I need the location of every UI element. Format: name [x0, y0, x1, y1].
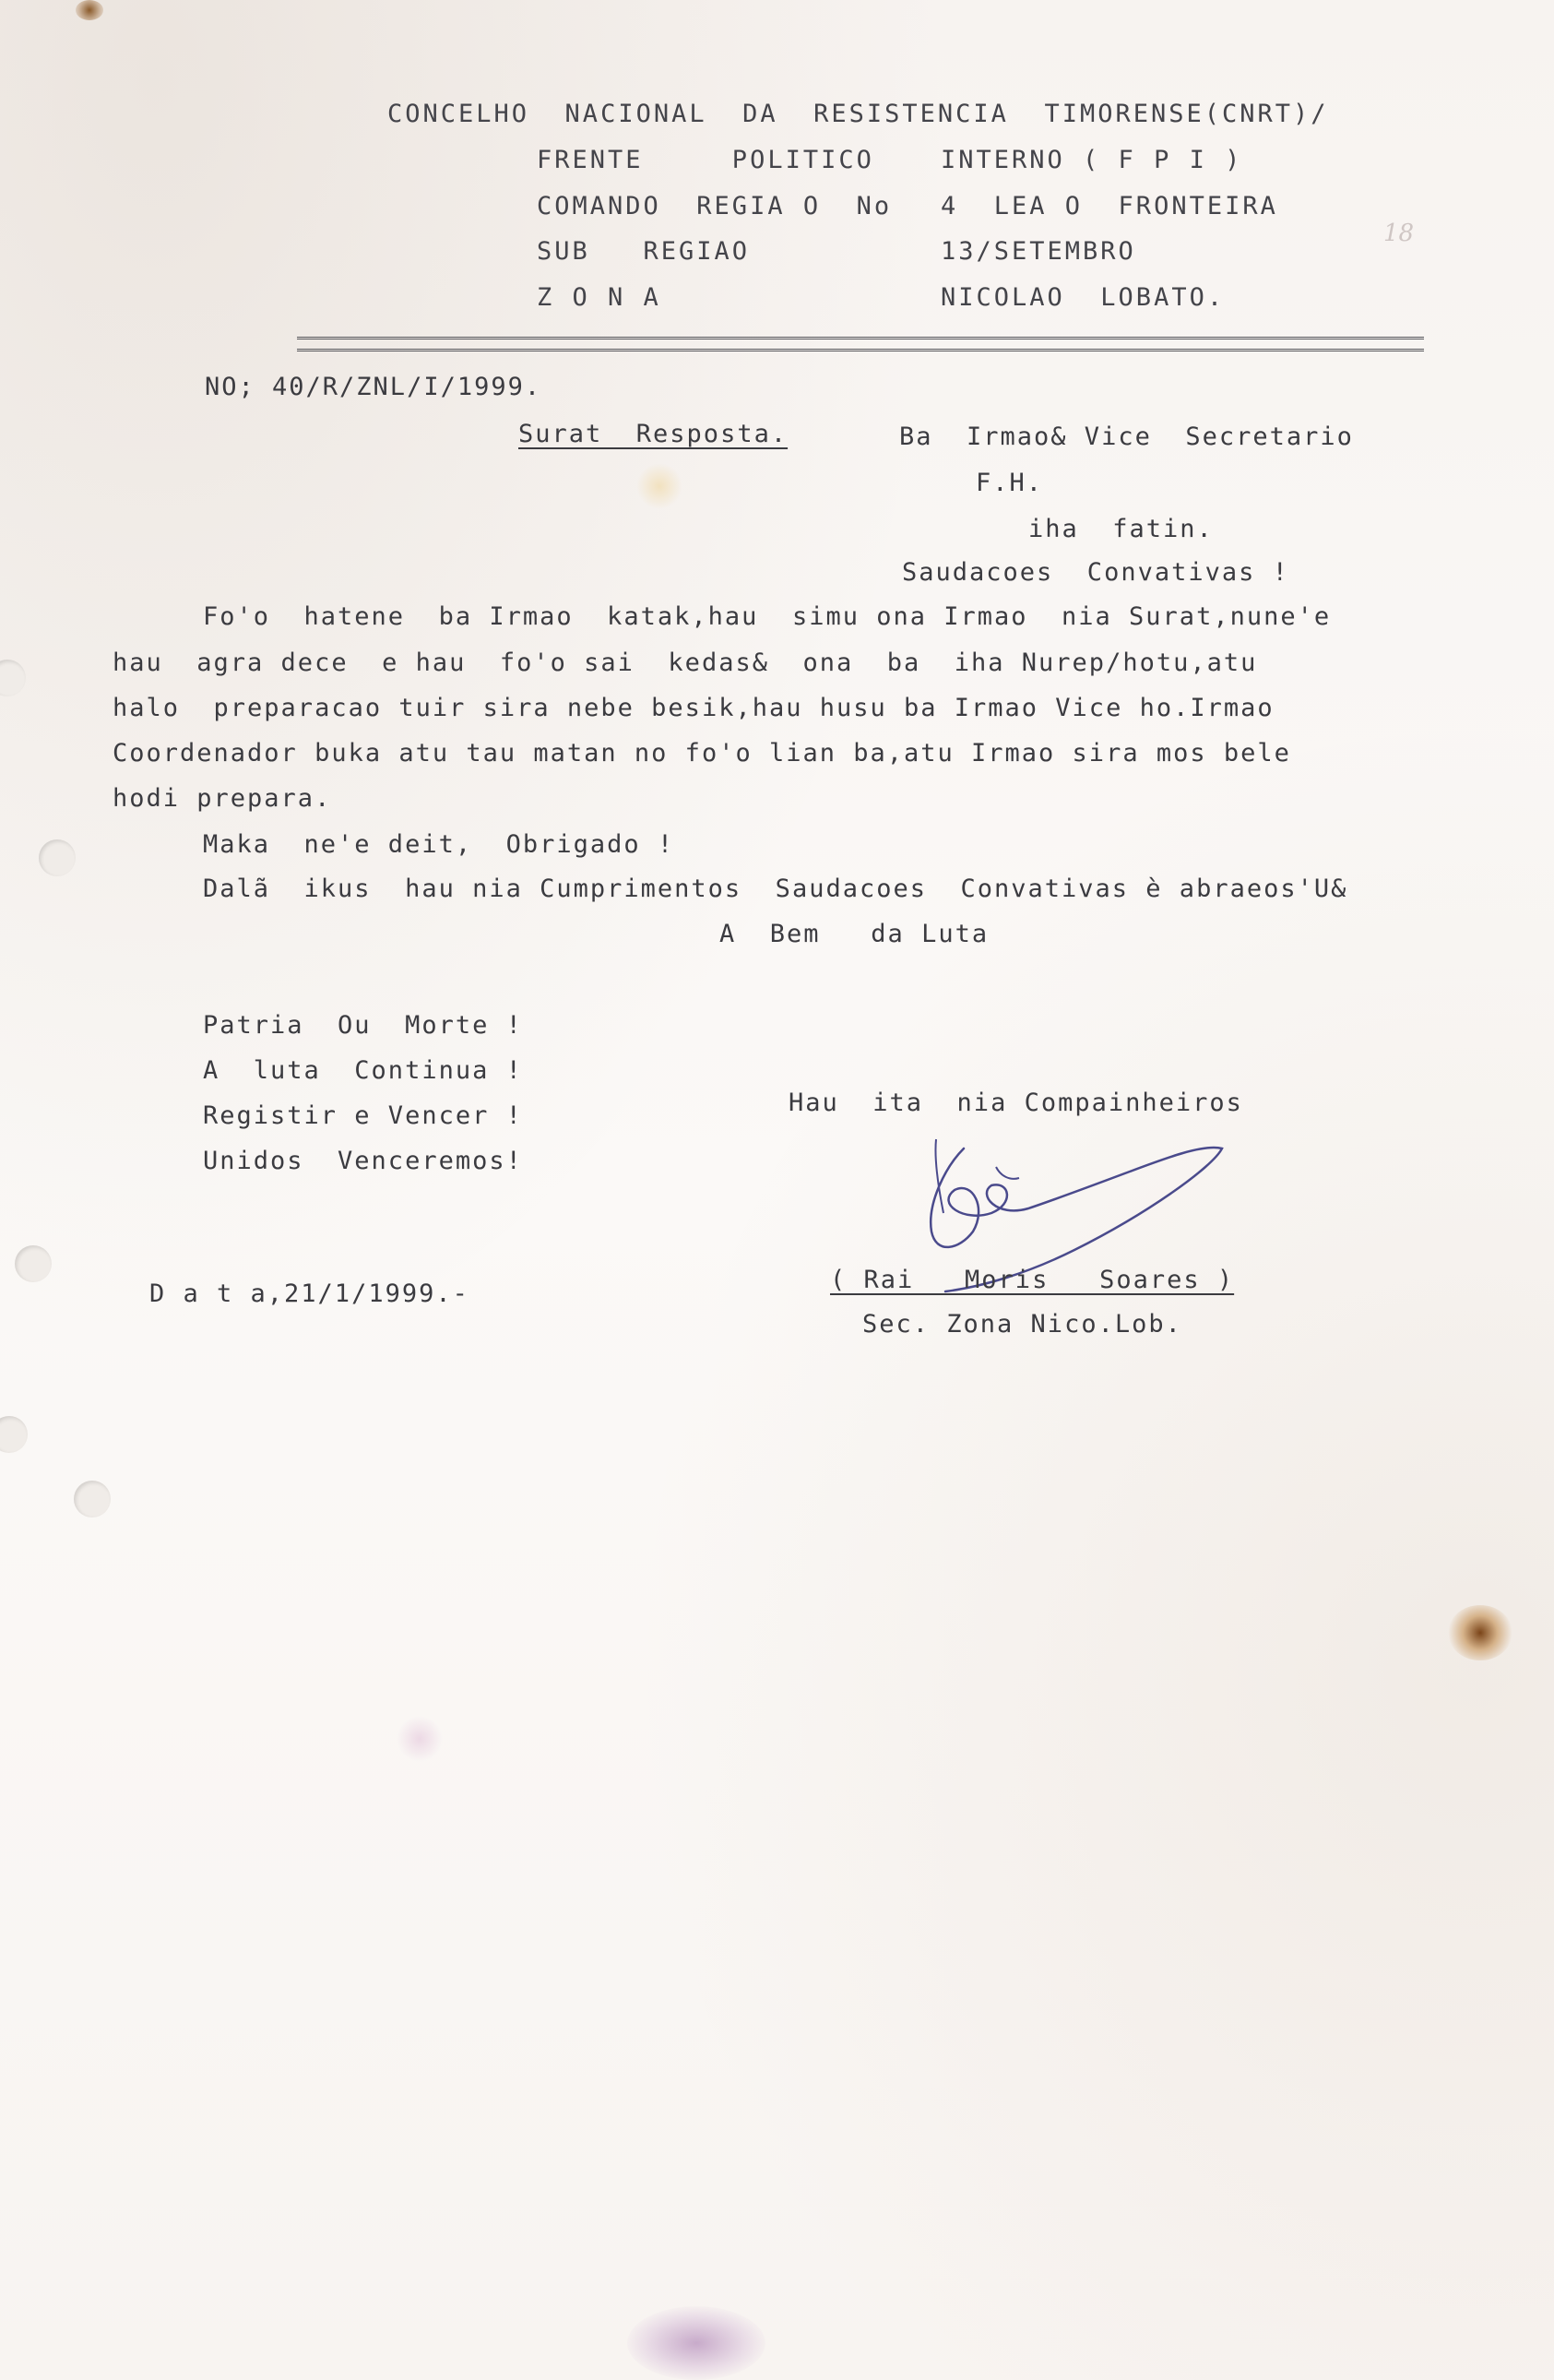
page-number: 18 [1383, 220, 1415, 247]
pink-stain [397, 1716, 443, 1762]
body-motto: A Bem da Luta [719, 920, 990, 948]
body-line: hau agra dece e hau fo'o sai kedas& ona ba iha Nurep/hotu,atu [113, 649, 1258, 677]
header-line-2a: FRENTE POLITICO [537, 146, 874, 174]
slogan: Unidos Venceremos! [203, 1147, 523, 1175]
reference-number: NO; 40/R/ZNL/I/1999. [205, 373, 542, 401]
slogan: Registir e Vencer ! [203, 1101, 523, 1130]
body-line: Fo'o hatene ba Irmao katak,hau simu ona Irmao nia Surat,nune'e [203, 602, 1332, 631]
document-date: D a t a,21/1/1999.- [149, 1279, 469, 1308]
body-line: Coordenador buka atu tau matan no fo'o lian ba,atu Irmao sira mos bele [113, 739, 1291, 768]
body-line: hodi prepara. [113, 784, 332, 813]
body-thanks: Maka ne'e deit, Obrigado ! [203, 830, 675, 859]
header-line-4a: SUB REGIAO [537, 237, 751, 266]
yellow-stain [636, 463, 682, 509]
addressee-line-1: Ba Irmao& Vice Secretario [899, 422, 1354, 451]
header-line-1: CONCELHO NACIONAL DA RESISTENCIA TIMORENSE(CNRT)/ [387, 100, 1329, 128]
subject-title: Surat Resposta. [518, 420, 789, 448]
punch-hole [0, 660, 26, 696]
punch-hole [39, 839, 76, 876]
header-line-5a: Z O N A [537, 283, 661, 312]
punch-hole [15, 1245, 52, 1282]
punch-hole [0, 1416, 28, 1453]
header-line-3a: COMANDO REGIA O No [537, 192, 893, 220]
closing-line: Hau ita nia Compainheiros [789, 1089, 1243, 1117]
body-greetings: Dalã ikus hau nia Cumprimentos Saudacoes Convativas è abraeos'U& [203, 875, 1348, 903]
signatory-name: ( Rai Moris Soares ) [830, 1266, 1235, 1294]
body-line: halo preparacao tuir sira nebe besik,hau husu ba Irmao Vice ho.Irmao [113, 694, 1275, 722]
slogan: A luta Continua ! [203, 1056, 523, 1085]
purple-stain-bottom [627, 2306, 765, 2380]
header-line-4b: 13/SETEMBRO [941, 237, 1136, 266]
brown-stain-right [1448, 1605, 1512, 1660]
header-line-5b: NICOLAO LOBATO. [941, 283, 1226, 312]
addressee-line-2: F.H. [976, 469, 1044, 497]
slogan: Patria Ou Morte ! [203, 1011, 523, 1040]
signatory-title: Sec. Zona Nico.Lob. [862, 1310, 1182, 1339]
punch-hole [74, 1481, 111, 1517]
header-divider [297, 337, 1424, 351]
header-line-2b: INTERNO ( F P I ) [941, 146, 1243, 174]
addressee-line-3: iha fatin. [1028, 515, 1214, 543]
header-line-3b: 4 LEA O FRONTEIRA [941, 192, 1278, 220]
addressee-line-4: Saudacoes Convativas ! [902, 558, 1289, 587]
brown-stain-top-left [76, 0, 103, 20]
